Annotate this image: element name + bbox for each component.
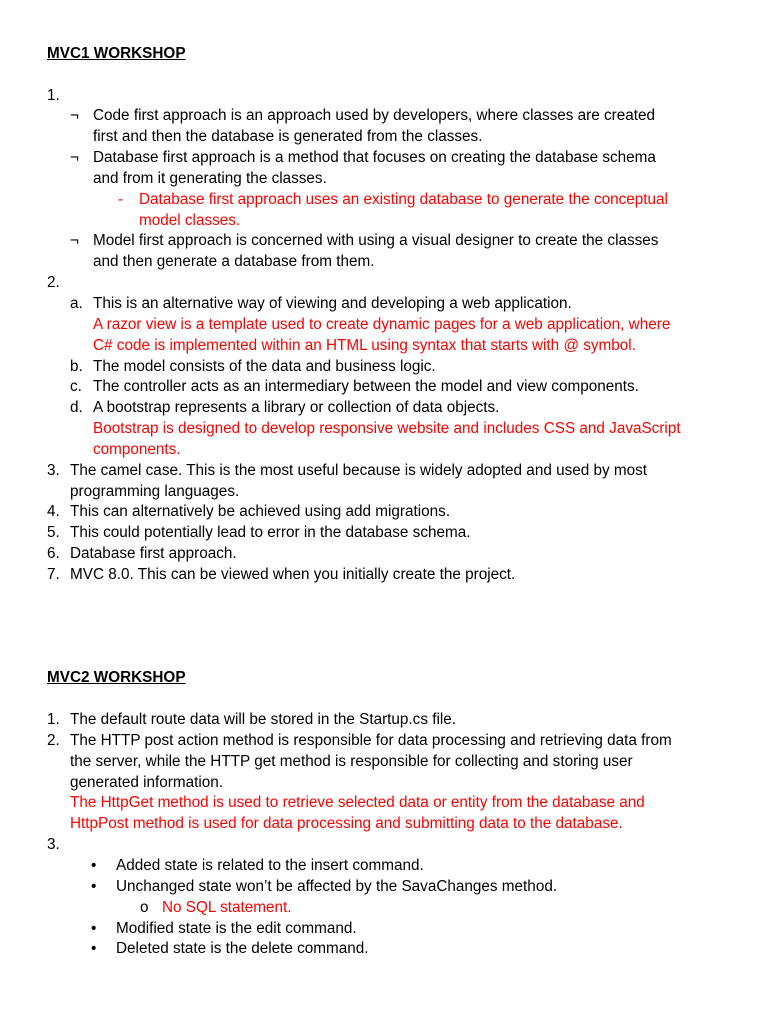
mvc1-q1-number: 1.: [47, 87, 60, 104]
mvc1-q2c-marker: c.: [70, 378, 82, 395]
mvc1-q2c-line: The controller acts as an intermediary between the model and view components.: [93, 378, 639, 395]
mvc1-q1-item3-line2: and then generate a database from them.: [93, 253, 375, 270]
mvc1-q1-item3-marker: ¬: [70, 232, 79, 249]
mvc1-q2-number: 2.: [47, 274, 60, 291]
mvc1-q1-item2-marker: ¬: [70, 149, 79, 166]
mvc2-q3-bullet3-marker: •: [91, 920, 97, 937]
mvc1-q2d-answer-line1: Bootstrap is designed to develop responsive website and includes CSS and JavaScript: [93, 420, 681, 437]
mvc2-q3-bullet4-marker: •: [91, 940, 97, 957]
mvc1-q1-item1-line1: Code first approach is an approach used by developers, where classes are created: [93, 107, 656, 124]
mvc1-q4-line: This can alternatively be achieved using add migrations.: [70, 503, 451, 520]
mvc2-q3-bullet1: Added state is related to the insert command.: [116, 857, 424, 874]
mvc1-q1-item2-line2: and from it generating the classes.: [93, 170, 327, 187]
mvc2-q3-bullet3: Modified state is the edit command.: [116, 920, 357, 937]
mvc2-q2-answer-line2: HttpPost method is used for data processing and submitting data to the database.: [70, 815, 623, 832]
mvc2-q1-number: 1.: [47, 711, 60, 728]
mvc1-q7-line: MVC 8.0. This can be viewed when you initially create the project.: [70, 566, 516, 583]
mvc1-q1-item3-line1: Model first approach is concerned with using a visual designer to create the classes: [93, 232, 659, 249]
mvc2-q3-subbullet-marker: o: [140, 899, 149, 916]
mvc1-q2a-marker: a.: [70, 295, 83, 312]
mvc2-q3-bullet2-marker: •: [91, 878, 97, 895]
mvc2-q2-answer-line1: The HttpGet method is used to retrieve selected data or entity from the database and: [70, 794, 645, 811]
mvc1-q3-number: 3.: [47, 462, 60, 479]
mvc2-q2-number: 2.: [47, 732, 60, 749]
mvc2-q3-bullet2: Unchanged state won’t be affected by the SavaChanges method.: [116, 878, 558, 895]
mvc1-q2a-line: This is an alternative way of viewing and developing a web application.: [93, 295, 572, 312]
mvc1-q7-number: 7.: [47, 566, 60, 583]
mvc1-q1-item2-line1: Database first approach is a method that focuses on creating the database schema: [93, 149, 656, 166]
mvc1-q1-item1-marker: ¬: [70, 107, 79, 124]
mvc1-q2a-answer-line2: C# code is implemented within an HTML using syntax that starts with @ symbol.: [93, 337, 636, 354]
mvc2-q3-bullet4: Deleted state is the delete command.: [116, 940, 369, 957]
mvc1-q1-item1-line2: first and then the database is generated from the classes.: [93, 128, 483, 145]
mvc1-q2b-marker: b.: [70, 358, 83, 375]
mvc1-q2d-marker: d.: [70, 399, 83, 416]
mvc1-q6-line: Database first approach.: [70, 545, 237, 562]
mvc2-heading: MVC2 WORKSHOP: [47, 669, 186, 686]
mvc1-q4-number: 4.: [47, 503, 60, 520]
mvc1-q6-number: 6.: [47, 545, 60, 562]
mvc1-q2a-answer-line1: A razor view is a template used to create dynamic pages for a web application, where: [93, 316, 671, 333]
mvc2-q2-line2: the server, while the HTTP get method is responsible for collecting and storing user: [70, 753, 633, 770]
mvc1-heading: MVC1 WORKSHOP: [47, 45, 186, 62]
mvc2-q3-bullet1-marker: •: [91, 857, 97, 874]
mvc1-q2d-line: A bootstrap represents a library or collection of data objects.: [93, 399, 500, 416]
mvc2-q2-line3: generated information.: [70, 774, 224, 791]
mvc1-q1-answer-marker: -: [118, 191, 124, 208]
mvc1-q1-answer-line2: model classes.: [139, 212, 241, 229]
mvc1-q5-number: 5.: [47, 524, 60, 541]
mvc2-q3-answer: No SQL statement.: [162, 899, 292, 916]
mvc1-q3-line2: programming languages.: [70, 483, 240, 500]
mvc2-q2-line1: The HTTP post action method is responsible for data processing and retrieving data from: [70, 732, 672, 749]
mvc1-q5-line: This could potentially lead to error in the database schema.: [70, 524, 471, 541]
mvc1-q3-line1: The camel case. This is the most useful because is widely adopted and used by most: [70, 462, 648, 479]
mvc1-q2b-line: The model consists of the data and business logic.: [93, 358, 436, 375]
mvc2-q3-number: 3.: [47, 836, 60, 853]
mvc2-q1-line: The default route data will be stored in the Startup.cs file.: [70, 711, 457, 728]
mvc1-q2d-answer-line2: components.: [93, 441, 181, 458]
mvc1-q1-answer-line1: Database first approach uses an existing database to generate the conceptual: [139, 191, 668, 208]
